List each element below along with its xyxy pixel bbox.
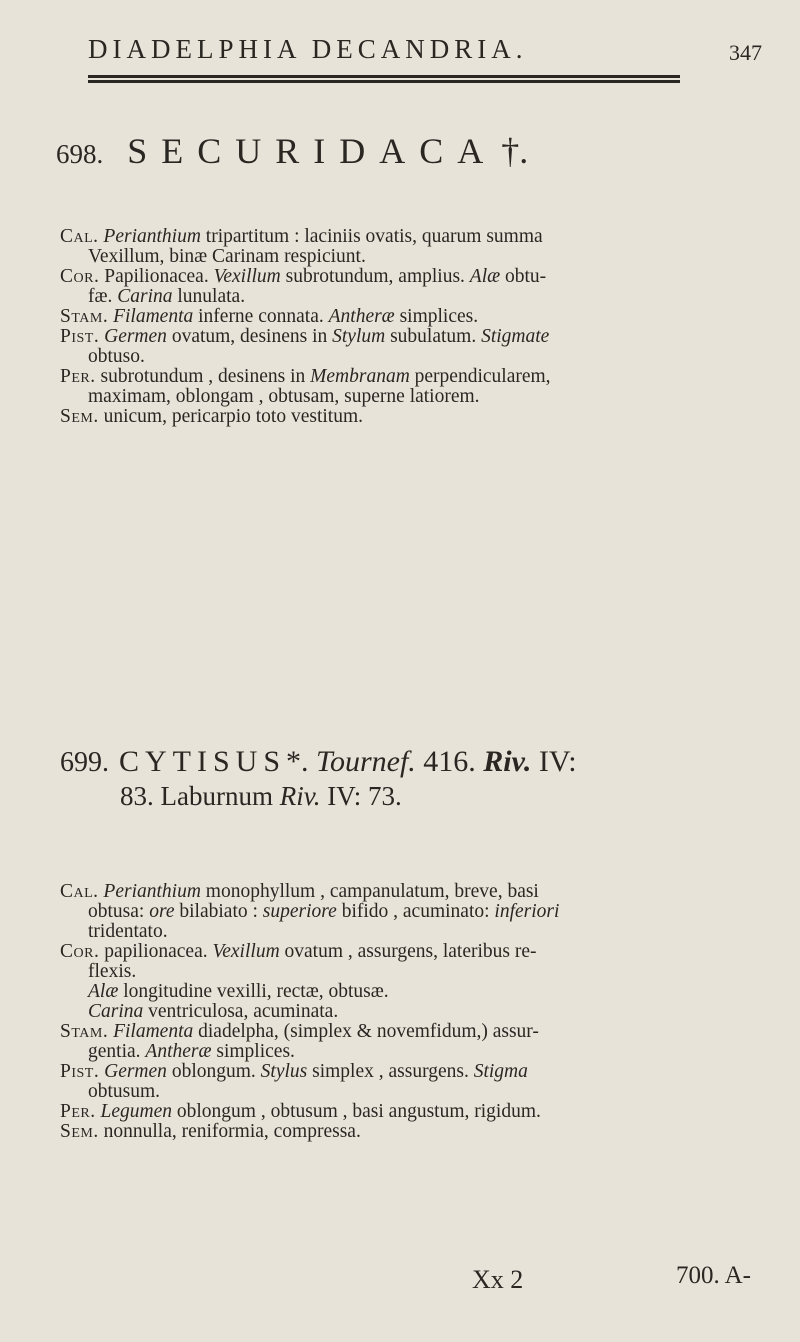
- text-line: [60, 1082, 760, 1102]
- part-label: Stam.: [60, 1021, 109, 1042]
- term: Germen: [104, 326, 167, 347]
- term: Carina: [117, 286, 173, 307]
- part-label: Pist.: [60, 1061, 100, 1082]
- line-text: simplex , assurgens.: [307, 1061, 474, 1082]
- signature-mark: Xx 2: [472, 1265, 524, 1294]
- term: Stylus: [260, 1061, 308, 1082]
- genus-name: SECURIDACA: [127, 131, 498, 171]
- part-label: Cal.: [60, 226, 99, 247]
- line-text: ovatum , assurgens, lateribus re-: [279, 941, 537, 962]
- term: Perianthium: [103, 881, 201, 902]
- term: ore: [149, 901, 175, 922]
- text-line: [60, 327, 760, 347]
- line-text: nonnulla, reniformia, compressa.: [98, 1121, 361, 1142]
- catchword: 700. A-: [676, 1262, 751, 1289]
- cytisus-description: [60, 882, 760, 1142]
- line-text: inferne connata.: [193, 306, 329, 327]
- reference-author: Tournef.: [316, 745, 416, 778]
- line-text: obtu-: [500, 266, 547, 287]
- line-text: diadelpha, (simplex & novemfidum,) assur-: [193, 1021, 539, 1042]
- text-line: [60, 1022, 760, 1042]
- term: Stigmate: [481, 326, 550, 347]
- line-text: lunulata.: [172, 286, 246, 307]
- line-text: gentia.: [88, 1041, 146, 1062]
- line-text: tridentato.: [88, 921, 168, 942]
- reference-author: Riv.: [279, 781, 321, 811]
- text-line: [60, 1062, 760, 1082]
- part-label: Cor.: [60, 266, 100, 287]
- genus-number: 698.: [56, 139, 104, 169]
- line-text: subulatum.: [385, 326, 482, 347]
- term: Antheræ: [328, 306, 395, 327]
- part-label: Stam.: [60, 306, 109, 327]
- line-text: fæ.: [88, 286, 118, 307]
- line-text: longitudine vexilli, rectæ, obtusæ.: [118, 981, 389, 1002]
- term: Legumen: [100, 1101, 172, 1122]
- text-line: [60, 1122, 760, 1142]
- line-text: tripartitum : laciniis ovatis, quarum summa: [200, 226, 543, 247]
- line-text: obtusum.: [88, 1081, 161, 1102]
- line-text: bifido , acuminato:: [336, 901, 495, 922]
- term: inferiori: [494, 901, 560, 922]
- term: Carina: [88, 1001, 144, 1022]
- line-text: Vexillum, binæ Carinam respiciunt.: [88, 246, 366, 267]
- text-line: [60, 267, 760, 287]
- text-line: [60, 882, 760, 902]
- reference-number: IV: 73.: [320, 781, 402, 811]
- text-line: [60, 942, 760, 962]
- text-line: [60, 1042, 760, 1062]
- text-line: [60, 922, 760, 942]
- running-header: [88, 28, 768, 68]
- term: Germen: [104, 1061, 167, 1082]
- term: Stigma: [473, 1061, 528, 1082]
- line-text: obtuso.: [88, 346, 145, 367]
- line-text: flexis.: [88, 961, 137, 982]
- reference-author: Riv.: [483, 745, 532, 778]
- term: Stylum: [332, 326, 386, 347]
- genus-heading-securidaca: [56, 130, 528, 172]
- text-line: [60, 407, 760, 427]
- line-text: obtusa:: [88, 901, 150, 922]
- text-line: [60, 247, 760, 267]
- part-label: Sem.: [60, 406, 99, 427]
- genus-heading-cytisus: [60, 745, 577, 812]
- line-text: simplices.: [211, 1041, 295, 1062]
- line-text: perpendicularem,: [409, 366, 551, 387]
- term: Perianthium: [103, 226, 201, 247]
- header-rule: [88, 75, 680, 83]
- line-text: Papilionacea.: [99, 266, 214, 287]
- text-line: [60, 1102, 760, 1122]
- term: Filamenta: [113, 1021, 194, 1042]
- line-text: papilionacea.: [99, 941, 213, 962]
- securidaca-description: [60, 227, 760, 427]
- page-number: 347: [729, 40, 762, 65]
- reference-number: 416.: [415, 745, 484, 778]
- text-line: [60, 227, 760, 247]
- line-text: bilabiato :: [174, 901, 263, 922]
- genus-mark: *.: [286, 745, 309, 778]
- text-line: [60, 1002, 760, 1022]
- text-line: [60, 287, 760, 307]
- reference-number: IV:: [531, 745, 577, 778]
- line-text: ventriculosa, acuminata.: [143, 1001, 339, 1022]
- synonym-row: [60, 780, 577, 812]
- part-label: Sem.: [60, 1121, 99, 1142]
- term: superiore: [262, 901, 337, 922]
- term: Vexillum: [212, 941, 280, 962]
- line-text: oblongum.: [166, 1061, 261, 1082]
- genus-heading-row: [60, 745, 577, 780]
- text-line: [60, 902, 760, 922]
- part-label: Cor.: [60, 941, 100, 962]
- part-label: Pist.: [60, 326, 100, 347]
- line-text: subrotundum, amplius.: [280, 266, 470, 287]
- line-text: maximam, oblongam , obtusam, superne latiorem.: [88, 386, 480, 407]
- line-text: oblongum , obtusum , basi angustum, rigidum.: [172, 1101, 541, 1122]
- term: Antheræ: [145, 1041, 212, 1062]
- term: Vexillum: [213, 266, 281, 287]
- text-line: [60, 962, 760, 982]
- synonym-text: 83. Laburnum: [120, 781, 280, 811]
- part-label: Cal.: [60, 881, 99, 902]
- line-text: unicum, pericarpio toto vestitum.: [98, 406, 364, 427]
- running-title: DIADELPHIA DECANDRIA.: [88, 34, 528, 64]
- line-text: ovatum, desinens in: [166, 326, 333, 347]
- text-line: [60, 367, 760, 387]
- text-line: [60, 982, 760, 1002]
- genus-mark: †.: [501, 131, 529, 171]
- term: Membranam: [310, 366, 410, 387]
- genus-name: CYTISUS: [119, 745, 287, 778]
- line-text: simplices.: [394, 306, 479, 327]
- line-text: subrotundum , desinens in: [95, 366, 311, 387]
- genus-number: 699.: [60, 747, 109, 778]
- term: Alæ: [88, 981, 119, 1002]
- part-label: Per.: [60, 1101, 96, 1122]
- part-label: Per.: [60, 366, 96, 387]
- term: Alæ: [469, 266, 501, 287]
- text-line: [60, 307, 760, 327]
- term: Filamenta: [113, 306, 194, 327]
- text-line: [60, 387, 760, 407]
- line-text: monophyllum , campanulatum, breve, basi: [200, 881, 539, 902]
- text-line: [60, 347, 760, 367]
